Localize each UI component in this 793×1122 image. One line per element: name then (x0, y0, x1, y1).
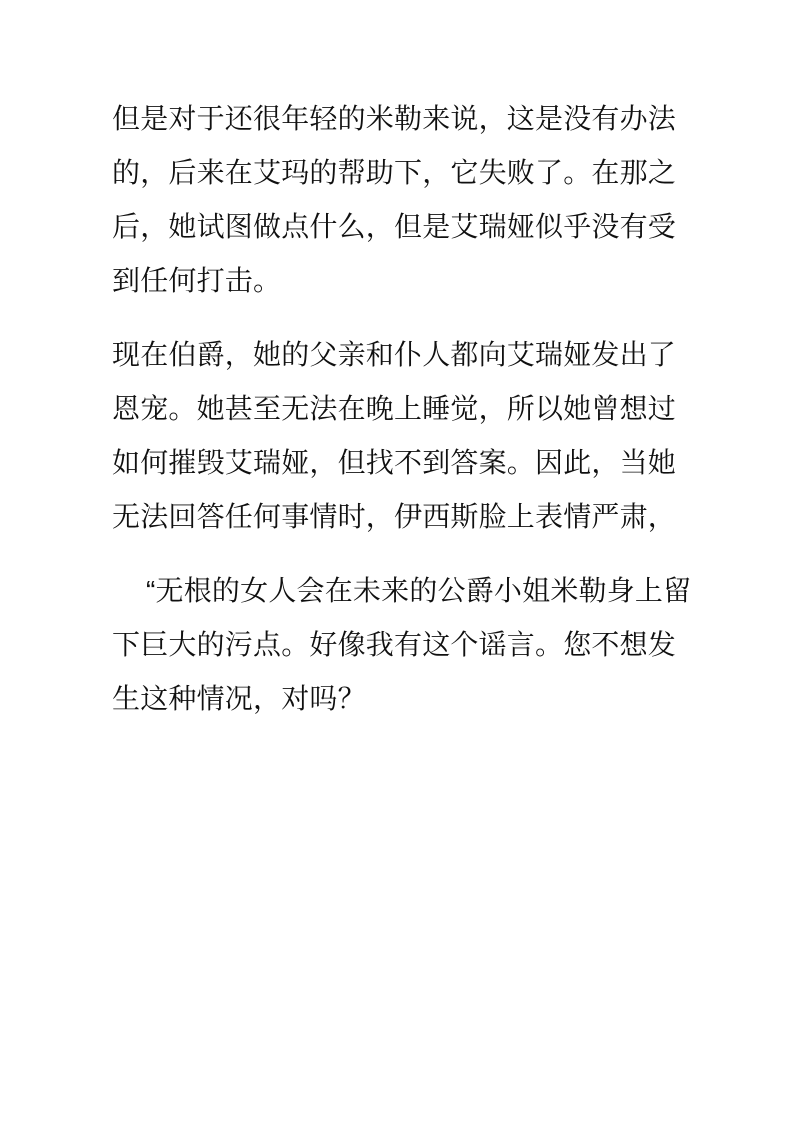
paragraph: “无根的女人会在未来的公爵小姐米勒身上留下巨大的污点。好像我有这个谣言。您不想发 生这种情况，对吗？ (112, 575, 692, 715)
document-body (112, 92, 693, 726)
paragraph: 现在伯爵，她的父亲和仆人都向艾瑞娅发出了恩宠。她甚至无法在晚上睡觉，所以她曾想过 如何摧毁艾瑞娅，但找不到答案。因此，当她无法回答任何事情时，伊西斯脸上表情严肃， (112, 339, 677, 533)
paragraph: 但是对于还很年轻的米勒来说，这是没有办法的，后来在艾玛的帮助下，它失败了。在那之 后，她试图做点什么，但是艾瑞娅似乎没有受到任何打击。 (112, 103, 677, 297)
